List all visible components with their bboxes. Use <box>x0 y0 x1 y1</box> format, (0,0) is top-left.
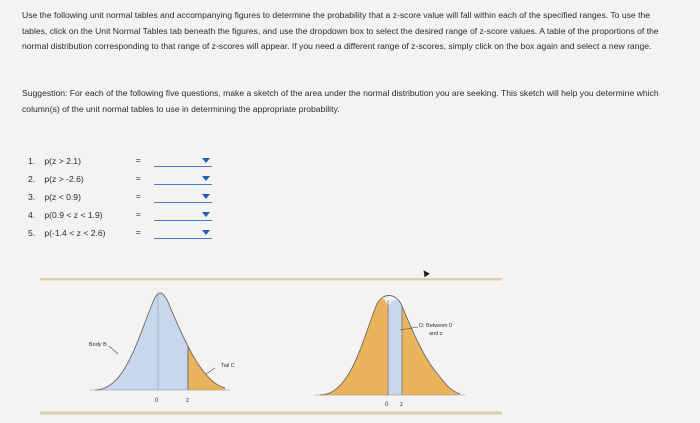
body-label: Body B <box>89 342 107 348</box>
equals-sign: = <box>136 210 141 219</box>
equals-sign: = <box>136 192 141 201</box>
left-curve-tail <box>188 346 225 390</box>
tail-label: Tail C <box>221 363 235 369</box>
question-number: 3. <box>28 192 36 202</box>
chevron-down-icon[interactable] <box>202 230 210 235</box>
question-number: 5. <box>28 228 36 238</box>
right-curve-right-tail <box>402 306 460 395</box>
question-number: 1. <box>28 156 36 166</box>
question-text: p(z < 0.9) <box>44 192 81 202</box>
region-label-line1: D: Between 0 <box>419 323 453 329</box>
normal-distribution-figures <box>40 278 512 418</box>
question-row <box>28 152 218 170</box>
chevron-down-icon[interactable] <box>202 194 210 199</box>
figures-svg <box>40 278 512 418</box>
chevron-down-icon[interactable] <box>202 212 210 217</box>
question-list <box>28 152 218 242</box>
question-row <box>28 170 218 188</box>
question-number: 4. <box>28 210 36 220</box>
right-curve-between <box>388 300 402 395</box>
right-tick-z: z <box>400 402 403 408</box>
question-row <box>28 206 218 224</box>
region-label-line2: and z <box>429 331 443 337</box>
answer-dropdown[interactable] <box>154 210 212 221</box>
equals-sign: = <box>136 174 141 183</box>
tail-leader-line <box>206 368 215 374</box>
question-text: p(0.9 < z < 1.9) <box>44 210 103 220</box>
answer-dropdown[interactable] <box>154 192 212 203</box>
question-number: 2. <box>28 174 36 184</box>
right-tick-zero: 0 <box>385 402 389 408</box>
question-row <box>28 188 218 206</box>
equals-sign: = <box>136 156 141 165</box>
answer-dropdown[interactable] <box>154 228 212 239</box>
left-tick-z: z <box>186 398 189 404</box>
suggestion-paragraph: Suggestion: For each of the following five questions, make a sketch of the area under the normal distribution you are seeking. This sketch will help you determine which column(s) of the unit normal tables to use in determining the appropriate probability. <box>22 88 659 114</box>
left-curve-body <box>95 293 188 390</box>
mouse-cursor-icon: ▲ <box>417 264 434 282</box>
instructions-paragraph: Use the following unit normal tables and accompanying figures to determine the probability that a z-score value will fall within each of the specified ranges. To use the tables, click on the Unit Normal Tables tab beneath the figures, and use the dropdown box to select the desired range of z-score values. A table of the proportions of the normal distribution corresponding to that range of z-scores will appear. If you need a different range of z-scores, simply click on the box again and select a new range. <box>22 10 659 51</box>
chevron-down-icon[interactable] <box>202 176 210 181</box>
chevron-down-icon[interactable] <box>202 158 210 163</box>
question-text: p(z > -2.6) <box>44 174 84 184</box>
equals-sign: = <box>136 228 141 237</box>
answer-dropdown[interactable] <box>154 174 212 185</box>
question-text: p(-1.4 < z < 2.6) <box>44 228 106 238</box>
body-leader-line <box>109 346 118 354</box>
answer-dropdown[interactable] <box>154 156 212 167</box>
question-row <box>28 224 218 242</box>
question-text: p(z > 2.1) <box>44 156 81 166</box>
left-tick-zero: 0 <box>155 398 159 404</box>
right-curve-left-tail <box>320 299 388 396</box>
